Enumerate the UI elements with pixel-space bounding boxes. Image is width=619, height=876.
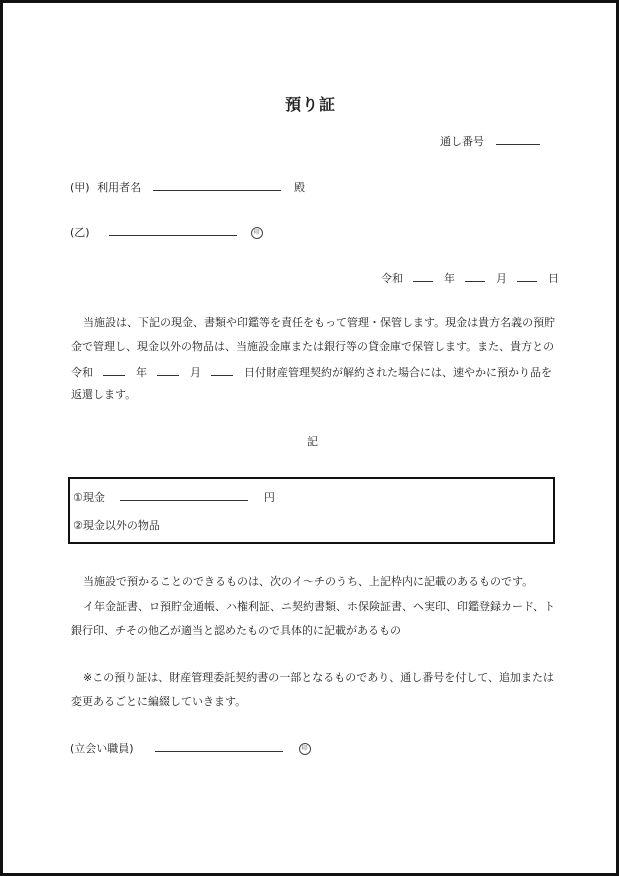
party-b-row [70, 224, 263, 240]
witness-label: (立会い職員) [70, 742, 134, 755]
note1-line-3: 銀行印、チその他乙が適当と認めたもので具体的に記載があるもの [71, 624, 401, 637]
contract-year-label: 年 [136, 366, 147, 379]
serial-number-row [440, 133, 540, 149]
party-a-label: (甲) [70, 181, 90, 194]
note2-line-2: 変更あるごとに編綴していきます。 [71, 695, 247, 708]
body-line-4: 返還します。 [71, 388, 137, 401]
seal-icon: 印 [299, 743, 311, 755]
contract-month-label: 月 [190, 366, 201, 379]
contract-month-blank[interactable] [157, 364, 179, 376]
body-line-1: 当施設は、下記の現金、書類や印鑑等を責任をもって管理・保管します。現金は貴方名義の預貯 [83, 316, 556, 329]
user-name-label: 利用者名 [97, 181, 142, 194]
user-name-row [70, 179, 305, 195]
cash-amount-blank[interactable] [120, 489, 248, 501]
party-b-blank[interactable] [109, 224, 237, 236]
body-line-2: 金で管理し、現金以外の物品は、当施設金庫または銀行等の貸金庫で保管します。また、貴方との [71, 340, 555, 353]
date-day-blank[interactable] [517, 270, 537, 282]
witness-blank[interactable] [155, 740, 283, 752]
contract-day-blank[interactable] [211, 364, 233, 376]
ki-heading: 記 [307, 435, 318, 448]
body-line-3 [71, 364, 552, 380]
items-box [68, 477, 555, 544]
date-row [381, 270, 559, 286]
note1-line-1: 当施設で預かることのできるものは、次のイ～チのうち、上記枠内に記載のあるものです。 [83, 575, 534, 588]
user-honorific: 殿 [294, 181, 306, 194]
body-line-3-rest: 日付財産管理契約が解約された場合には、速やかに預かり品を [244, 366, 552, 379]
contract-year-blank[interactable] [103, 364, 125, 376]
date-year-blank[interactable] [413, 270, 433, 282]
note2-line-1: ※この預り証は、財産管理委託契約書の一部となるものであり、通し番号を付して、追加または [83, 671, 554, 684]
date-month-blank[interactable] [465, 270, 485, 282]
other-items-label: ②現金以外の物品 [73, 519, 160, 532]
body-era: 令和 [71, 366, 93, 379]
cash-label: ①現金 [73, 491, 105, 504]
party-b-label: (乙) [70, 226, 90, 239]
note1-line-2: イ年金証書、ロ預貯金通帳、ハ権利証、ニ契約書類、ホ保険証書、ヘ実印、印鑑登録カード、ト [83, 600, 556, 613]
seal-icon: 印 [251, 227, 263, 239]
cash-row [73, 489, 275, 505]
cash-unit: 円 [263, 491, 275, 504]
user-name-blank[interactable] [153, 179, 281, 191]
serial-number-label: 通し番号 [440, 135, 484, 148]
date-month-label: 月 [496, 272, 507, 285]
witness-row [70, 740, 311, 756]
serial-number-blank[interactable] [496, 133, 540, 145]
date-day-label: 日 [548, 272, 559, 285]
document-title: 預り証 [285, 95, 337, 114]
date-era: 令和 [381, 272, 403, 285]
date-year-label: 年 [444, 272, 455, 285]
